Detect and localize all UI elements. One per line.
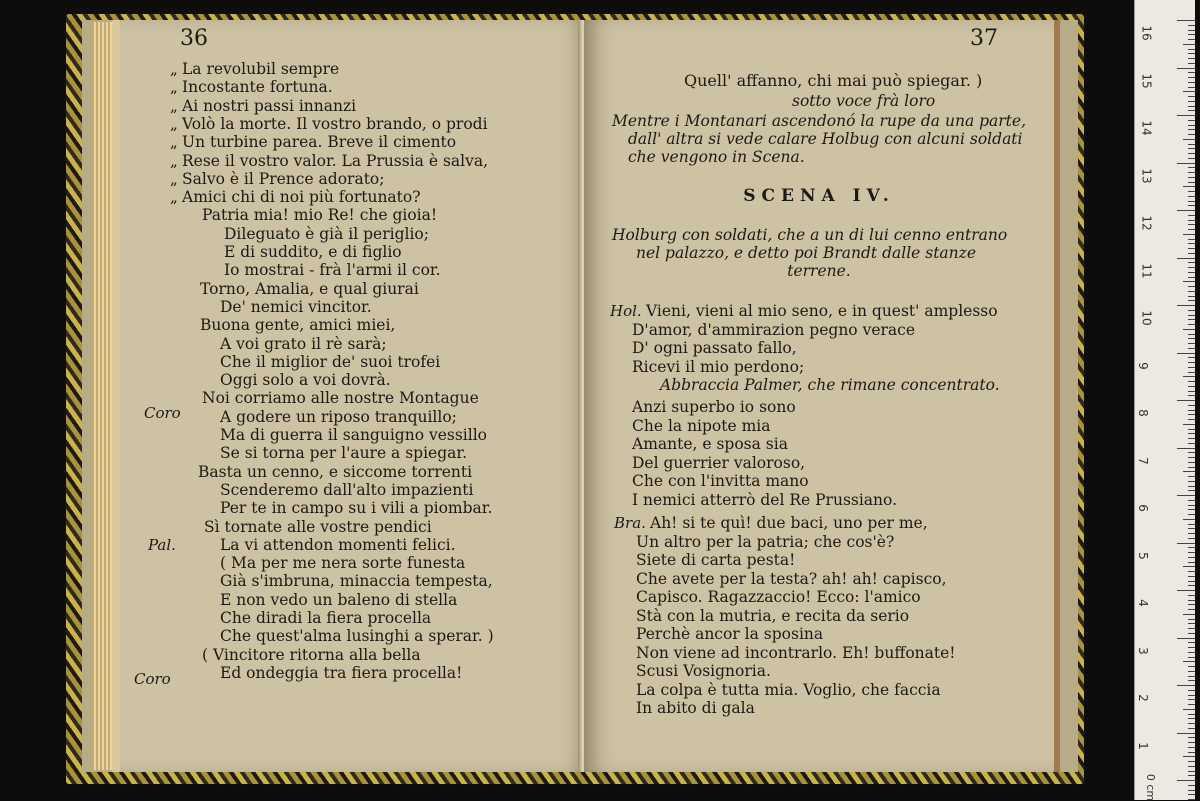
ruler-tick	[1188, 581, 1195, 582]
ruler-tick	[1188, 334, 1195, 335]
verse-line: Ma di guerra il sanguigno vessillo	[220, 426, 487, 444]
ruler-tick	[1188, 585, 1195, 586]
verse-line: In abito di gala	[636, 699, 755, 717]
verse-line: Patria mia! mio Re! che gioia!	[202, 206, 438, 225]
ruler-tick	[1188, 229, 1195, 230]
ruler-tick	[1188, 771, 1195, 772]
ruler-tick	[1177, 20, 1195, 21]
ruler-tick	[1188, 315, 1195, 316]
verse-line: Ah! si te quì! due baci, uno per me,	[650, 514, 928, 532]
ruler-tick	[1188, 153, 1195, 154]
ruler-tick	[1188, 405, 1195, 406]
ruler-number: 4	[1135, 599, 1150, 607]
ruler-tick	[1188, 728, 1195, 729]
ruler-tick	[1188, 182, 1195, 183]
verse-line: Che diradi la fiera procella	[220, 609, 432, 627]
ruler-tick	[1188, 414, 1195, 415]
verse-line: A voi grato il rè sarà;	[220, 334, 387, 353]
ruler-tick	[1188, 500, 1195, 501]
ruler-tick	[1188, 699, 1195, 700]
quote-mark: „	[170, 133, 178, 152]
speaker-coro-2: Coro	[134, 670, 171, 688]
ruler-tick	[1188, 742, 1195, 743]
speaker-pal: Pal.	[148, 536, 176, 554]
ruler-tick	[1188, 752, 1195, 753]
ruler-tick	[1188, 429, 1195, 430]
ruler-tick	[1188, 486, 1195, 487]
ruler-tick	[1188, 676, 1195, 677]
ruler-tick	[1188, 528, 1195, 529]
ruler-tick	[1188, 381, 1195, 382]
verse-line: Torno, Amalia, e qual giurai	[200, 279, 419, 298]
verse-line: Ricevi il mio perdono;	[632, 357, 805, 376]
ruler-tick	[1183, 281, 1195, 282]
verse-line: Noi corriamo alle nostre Montague	[202, 389, 479, 408]
verse-line: La vi attendon momenti felici.	[220, 535, 456, 554]
stage-direction-4: Abbraccia Palmer, che rimane concentrato.	[660, 376, 1000, 394]
ruler-tick	[1177, 305, 1195, 306]
ruler-tick	[1188, 239, 1195, 240]
ruler-tick	[1188, 628, 1195, 629]
verse-line: A godere un riposo tranquillo;	[220, 407, 457, 426]
ruler-tick	[1188, 595, 1195, 596]
ruler-number: 5	[1135, 551, 1150, 560]
ruler-tick	[1188, 205, 1195, 206]
ruler-tick	[1188, 272, 1195, 273]
ruler-tick	[1188, 253, 1195, 254]
ruler-tick	[1188, 58, 1195, 59]
ruler-tick	[1177, 685, 1195, 686]
ruler-number: 1	[1135, 741, 1150, 750]
ruler-tick	[1188, 291, 1195, 292]
ruler-tick	[1188, 509, 1195, 510]
ruler-tick	[1188, 785, 1195, 786]
ruler-tick	[1188, 148, 1195, 149]
ruler-tick	[1177, 543, 1195, 544]
ruler-number: 6	[1135, 504, 1150, 512]
verse-line: Che quest'alma lusinghi a sperar. )	[220, 627, 494, 646]
ruler-tick	[1188, 386, 1195, 387]
verse-line: E non vedo un baleno di stella	[220, 590, 458, 609]
verse-line: Volò la morte. Il vostro brando, o prodi	[182, 114, 488, 133]
ruler-tick	[1188, 433, 1195, 434]
ruler-tick	[1188, 775, 1195, 776]
ruler-tick	[1177, 400, 1195, 401]
verse-line: ( Vincitore ritorna alla bella	[202, 645, 421, 664]
verse-line: ( Ma per me nera sorte funesta	[220, 554, 466, 573]
ruler-tick	[1188, 505, 1195, 506]
speaker-coro: Coro	[144, 404, 181, 422]
page-number-right: 37	[970, 26, 998, 51]
stage-direction-1: sotto voce frà loro	[792, 92, 936, 110]
ruler-tick	[1177, 590, 1195, 591]
ruler-tick	[1188, 125, 1195, 126]
ruler-tick	[1188, 457, 1195, 458]
ruler-tick	[1188, 690, 1195, 691]
right-top-line: Quell' affanno, chi mai può spiegar. )	[684, 71, 983, 90]
ruler-number: 3	[1135, 646, 1150, 655]
ruler-tick	[1177, 163, 1195, 164]
verse-line: Anzi superbo io sono	[632, 398, 796, 416]
ruler-tick	[1188, 357, 1195, 358]
verse-line: Che avete per la testa? ah! ah! capisco,	[636, 569, 947, 588]
ruler-number: 9	[1135, 361, 1150, 370]
ruler-tick	[1188, 367, 1195, 368]
ruler-tick	[1188, 557, 1195, 558]
ruler-tick	[1188, 761, 1195, 762]
ruler-tick	[1188, 666, 1195, 667]
ruler-tick	[1188, 262, 1195, 263]
ruler-tick	[1188, 514, 1195, 515]
stage-direction-3a: Holburg con soldati, che a un di lui cenno entrano	[612, 226, 1008, 244]
ruler-tick	[1188, 144, 1195, 145]
ruler-number: 2	[1135, 694, 1150, 702]
quote-mark: „	[170, 169, 178, 188]
ruler-tick	[1188, 201, 1195, 202]
ruler-tick	[1183, 44, 1195, 45]
verse-line: D'amor, d'ammirazion pegno verace	[632, 320, 916, 339]
ruler-tick	[1188, 633, 1195, 634]
ruler-tick	[1177, 210, 1195, 211]
verse-line: Oggi solo a voi dovrà.	[220, 371, 391, 390]
ruler-tick	[1188, 600, 1195, 601]
ruler-tick	[1188, 191, 1195, 192]
verse-line: Perchè ancor la sposina	[636, 625, 824, 643]
ruler-tick	[1188, 30, 1195, 31]
ruler-tick	[1188, 248, 1195, 249]
ruler-tick	[1188, 96, 1195, 97]
verse-line: Ai nostri passi innanzi	[182, 96, 357, 115]
ruler-tick	[1188, 623, 1195, 624]
ruler-tick	[1188, 443, 1195, 444]
scene-title: SCENA IV.	[743, 186, 895, 206]
ruler-tick	[1188, 49, 1195, 50]
verse-line: Incostante fortuna.	[182, 78, 333, 97]
ruler-tick	[1183, 756, 1195, 757]
ruler-tick	[1183, 376, 1195, 377]
verse-line: Se si torna per l'aure a spiegar.	[220, 444, 468, 463]
ruler-tick	[1188, 533, 1195, 534]
ruler-tick	[1188, 490, 1195, 491]
ruler-tick	[1188, 718, 1195, 719]
ruler-tick	[1188, 766, 1195, 767]
ruler-tick	[1183, 566, 1195, 567]
verse-line: La revolubil sempre	[182, 60, 340, 78]
verse-line: La colpa è tutta mia. Voglio, che faccia	[636, 680, 941, 699]
ruler-tick	[1188, 63, 1195, 64]
measuring-ruler	[1134, 0, 1195, 800]
stage-direction-2b: dall' altra si vede calare Holbug con alcuni soldati	[628, 130, 1023, 148]
verse-line: Amante, e sposa sia	[632, 435, 788, 453]
ruler-tick	[1177, 68, 1195, 69]
ruler-tick	[1188, 338, 1195, 339]
ruler-tick	[1183, 519, 1195, 520]
ruler-tick	[1188, 723, 1195, 724]
ruler-tick	[1188, 524, 1195, 525]
verse-line: Che la nipote mia	[632, 416, 771, 435]
ruler-tick	[1188, 134, 1195, 135]
ruler-tick	[1177, 638, 1195, 639]
stage-direction-2a: Mentre i Montanari ascendonó la rupe da una parte,	[612, 112, 1027, 130]
ruler-tick	[1188, 172, 1195, 173]
verse-line: De' nemici vincitor.	[220, 297, 372, 316]
ruler-tick	[1188, 552, 1195, 553]
ruler-tick	[1188, 476, 1195, 477]
verse-line: Rese il vostro valor. La Prussia è salva,	[182, 151, 489, 170]
speaker-bra: Bra.	[614, 514, 646, 532]
ruler-tick	[1188, 562, 1195, 563]
verse-line: D' ogni passato fallo,	[632, 339, 797, 357]
stage-direction-3b: nel palazzo, e detto poi Brandt dalle stanze	[636, 244, 976, 262]
ruler-unit: 0 cm	[1144, 773, 1158, 801]
ruler-tick	[1188, 571, 1195, 572]
verse-line: Che il miglior de' suoi trofei	[220, 352, 441, 371]
ruler-number: 10	[1139, 310, 1154, 326]
ruler-number: 8	[1135, 409, 1150, 417]
verse-line: Sì tornate alle vostre pendici	[204, 517, 432, 536]
ruler-tick	[1188, 790, 1195, 791]
ruler-tick	[1188, 177, 1195, 178]
verse-line: Che con l'invitta mano	[632, 472, 809, 490]
quote-mark: „	[170, 114, 178, 133]
ruler-tick	[1188, 372, 1195, 373]
ruler-tick	[1188, 77, 1195, 78]
ruler-tick	[1188, 129, 1195, 130]
ruler-tick	[1188, 462, 1195, 463]
ruler-tick	[1188, 619, 1195, 620]
ruler-tick	[1188, 481, 1195, 482]
ruler-tick	[1188, 671, 1195, 672]
ruler-number: 13	[1139, 167, 1154, 184]
verse-line: Già s'imbruna, minaccia tempesta,	[220, 572, 493, 591]
ruler-tick	[1188, 604, 1195, 605]
quote-mark: „	[170, 78, 178, 97]
ruler-number: 14	[1139, 120, 1154, 136]
ruler-tick	[1177, 733, 1195, 734]
verse-line: Scusi Vosignoria.	[636, 662, 771, 680]
ruler-tick	[1188, 324, 1195, 325]
ruler-tick	[1188, 106, 1195, 107]
ruler-tick	[1188, 737, 1195, 738]
verse-line: Vieni, vieni al mio seno, e in quest' amplesso	[646, 302, 998, 320]
ruler-tick	[1183, 471, 1195, 472]
ruler-tick	[1188, 647, 1195, 648]
ruler-tick	[1188, 53, 1195, 54]
ruler-tick	[1188, 452, 1195, 453]
ruler-tick	[1188, 419, 1195, 420]
ruler-tick	[1188, 296, 1195, 297]
ruler-tick	[1188, 101, 1195, 102]
verse-line: Scenderemo dall'alto impazienti	[220, 480, 474, 499]
stage-direction-3c: terrene.	[787, 262, 851, 280]
ruler-tick	[1188, 39, 1195, 40]
ruler-tick	[1188, 547, 1195, 548]
verse-line: Un altro per la patria; che cos'è?	[636, 532, 895, 551]
ruler-tick	[1188, 220, 1195, 221]
ruler-tick	[1183, 709, 1195, 710]
verse-line: Io mostrai - frà l'armi il cor.	[224, 261, 441, 280]
verse-line: Buona gente, amici miei,	[200, 316, 396, 335]
ruler-tick	[1188, 362, 1195, 363]
ruler-tick	[1188, 609, 1195, 610]
quote-mark: „	[170, 151, 178, 170]
ruler-tick	[1177, 780, 1195, 781]
ruler-tick	[1183, 614, 1195, 615]
quote-mark: „	[170, 188, 178, 207]
ruler-tick	[1188, 310, 1195, 311]
ruler-number: 7	[1135, 456, 1150, 465]
ruler-tick	[1183, 329, 1195, 330]
ruler-tick	[1188, 277, 1195, 278]
ruler-tick	[1188, 467, 1195, 468]
ruler-tick	[1188, 348, 1195, 349]
ruler-tick	[1188, 576, 1195, 577]
verse-line: Amici chi di noi più fortunato?	[182, 188, 421, 207]
ruler-tick	[1183, 424, 1195, 425]
ruler-tick	[1177, 258, 1195, 259]
verse-line: Per te in campo su i vili a piombar.	[220, 499, 493, 518]
ruler-tick	[1183, 234, 1195, 235]
verse-line: Del guerrier valoroso,	[632, 453, 806, 472]
ruler-tick	[1188, 714, 1195, 715]
ruler-tick	[1188, 642, 1195, 643]
verse-line: Dileguato è già il periglio;	[224, 224, 429, 243]
ruler-tick	[1188, 196, 1195, 197]
ruler-tick	[1177, 353, 1195, 354]
ruler-tick	[1188, 72, 1195, 73]
verse-line: Siete di carta pesta!	[636, 551, 796, 569]
ruler-number: 15	[1139, 72, 1154, 89]
ruler-tick	[1188, 747, 1195, 748]
ruler-tick	[1188, 300, 1195, 301]
ruler-tick	[1188, 538, 1195, 539]
verse-line: Basta un cenno, e siccome torrenti	[198, 462, 473, 481]
verse-line: Stà con la mutria, e recita da serio	[636, 606, 910, 625]
ruler-tick	[1188, 267, 1195, 268]
ruler-tick	[1188, 158, 1195, 159]
ruler-tick	[1188, 25, 1195, 26]
ruler-tick	[1188, 343, 1195, 344]
left-page	[112, 20, 590, 772]
quote-mark: „	[170, 96, 178, 115]
ruler-tick	[1188, 34, 1195, 35]
ruler-tick	[1188, 87, 1195, 88]
ruler-tick	[1188, 657, 1195, 658]
quote-mark: „	[170, 60, 178, 78]
ruler-tick	[1177, 115, 1195, 116]
page-number-left: 36	[180, 26, 208, 51]
verse-line: Ed ondeggia tra fiera procella!	[220, 663, 463, 682]
right-page	[584, 20, 1060, 772]
ruler-tick	[1188, 680, 1195, 681]
ruler-tick	[1188, 410, 1195, 411]
ruler-tick	[1188, 286, 1195, 287]
ruler-tick	[1188, 695, 1195, 696]
ruler-tick	[1183, 661, 1195, 662]
verse-line: E di suddito, e di figlio	[224, 243, 402, 261]
ruler-tick	[1188, 243, 1195, 244]
verse-line: I nemici atterrò del Re Prussiano.	[632, 490, 898, 509]
ruler-tick	[1188, 704, 1195, 705]
ruler-tick	[1188, 391, 1195, 392]
speaker-hol: Hol.	[610, 302, 642, 320]
ruler-tick	[1177, 495, 1195, 496]
verse-line: Salvo è il Prence adorato;	[182, 169, 385, 188]
verse-line: Un turbine parea. Breve il cimento	[182, 133, 457, 152]
ruler-tick	[1183, 186, 1195, 187]
ruler-tick	[1188, 110, 1195, 111]
ruler-tick	[1188, 652, 1195, 653]
ruler-number: 16	[1139, 25, 1154, 41]
ruler-tick	[1177, 448, 1195, 449]
ruler-tick	[1188, 319, 1195, 320]
ruler-tick	[1188, 395, 1195, 396]
ruler-tick	[1188, 438, 1195, 439]
ruler-tick	[1188, 794, 1195, 795]
verse-line: Capisco. Ragazzaccio! Ecco: l'amico	[636, 588, 921, 606]
ruler-tick	[1188, 120, 1195, 121]
ruler-tick	[1188, 224, 1195, 225]
ruler-tick	[1188, 167, 1195, 168]
verse-line: Non viene ad incontrarlo. Eh! buffonate!	[636, 643, 956, 662]
ruler-number: 12	[1139, 215, 1154, 231]
ruler-tick	[1188, 82, 1195, 83]
stage-direction-2c: che vengono in Scena.	[628, 148, 805, 166]
ruler-tick	[1188, 215, 1195, 216]
ruler-tick	[1183, 139, 1195, 140]
ruler-number: 11	[1139, 262, 1154, 279]
ruler-tick	[1183, 91, 1195, 92]
